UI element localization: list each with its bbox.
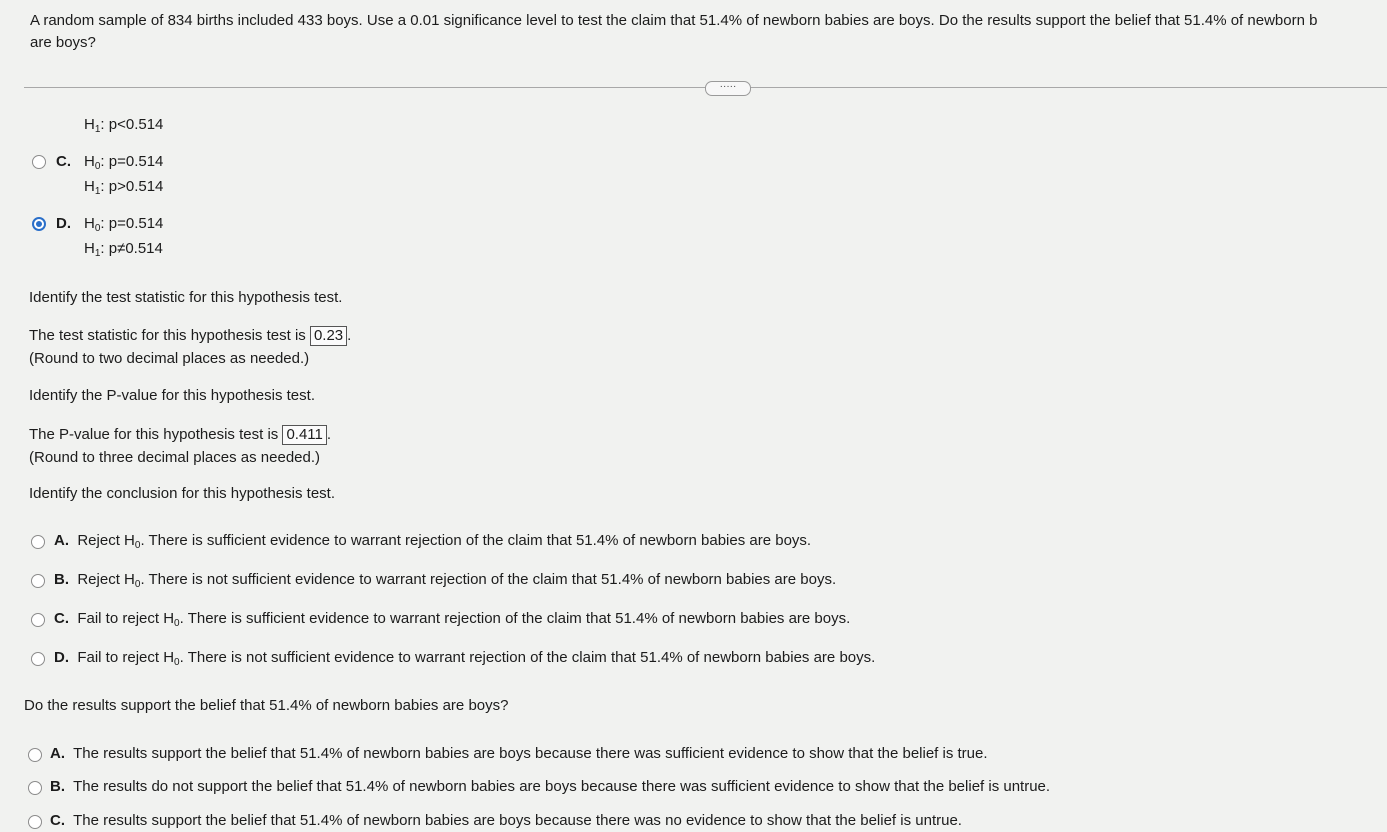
hypothesis-c-radio[interactable] [32,155,46,169]
support-option-b[interactable]: B. The results do not support the belief that 51.4% of newborn babies are boys because there was sufficient evidence to show that the belief is untrue. [50,778,1051,795]
conclusion-option-c[interactable]: C. Fail to reject $H_0$. There is sufficient evidence to warrant rejection of the claim that 51.4% of newborn babies are boys. [54,610,851,629]
support-option-c[interactable]: C. The results support the belief that 51.4% of newborn babies are boys because there was no evidence to show that the belief is untrue. [50,812,962,829]
p-value-round-note: (Round to three decimal places as needed.) [29,449,321,466]
p-value-answer-box[interactable]: 0.411 [282,425,326,445]
hypothesis-d-radio[interactable] [32,217,46,231]
conclusion-option-b[interactable]: B. Reject $H_0$. There is not sufficient evidence to warrant rejection of the claim that 51.4% of newborn babies are boys. [54,571,837,590]
test-statistic-answer-box[interactable]: 0.23 [310,326,347,346]
conclusion-prompt: Identify the conclusion for this hypothesis test. [29,485,335,502]
p-value-prompt: Identify the P-value for this hypothesis test. [29,387,315,404]
hypothesis-d-h1: $H_1$: p≠0.514 [84,240,163,259]
support-c-radio[interactable] [28,815,42,829]
more-options-button[interactable]: ····· [705,81,751,96]
question-text [30,10,1387,54]
hypothesis-c-h0: $H_0$: p=0.514 [84,153,164,172]
test-statistic-round-note: (Round to two decimal places as needed.) [29,350,310,367]
conclusion-option-a[interactable]: A. Reject $H_0$. There is sufficient evidence to warrant rejection of the claim that 51.4% of newborn babies are boys. [54,532,812,551]
hypothesis-d-h0: $H_0$: p=0.514 [84,215,164,234]
hypothesis-d-letter: D. [56,215,71,232]
conclusion-c-radio[interactable] [31,613,45,627]
question-line-1: A random sample of 834 births included 433 boys. Use a 0.01 significance level to test the claim that 51.4% of newborn babies are boys. Do the results support the belief that 51.4% of newborn b [30,12,1318,29]
question-line-2: are boys? [30,34,96,51]
conclusion-b-radio[interactable] [31,574,45,588]
support-prompt: Do the results support the belief that 51.4% of newborn babies are boys? [24,697,509,714]
conclusion-a-radio[interactable] [31,535,45,549]
option-b-h1: $H_1$: p<0.514 [84,116,164,135]
support-b-radio[interactable] [28,781,42,795]
conclusion-option-d[interactable]: D. Fail to reject $H_0$. There is not sufficient evidence to warrant rejection of the claim that 51.4% of newborn babies are boys. [54,649,876,668]
test-statistic-prompt: Identify the test statistic for this hypothesis test. [29,289,343,306]
hypothesis-c-letter: C. [56,153,71,170]
conclusion-d-radio[interactable] [31,652,45,666]
support-option-a[interactable]: A. The results support the belief that 51.4% of newborn babies are boys because there was sufficient evidence to show that the belief is true. [50,745,988,762]
hypothesis-c-h1: $H_1$: p>0.514 [84,178,164,197]
support-a-radio[interactable] [28,748,42,762]
p-value-line: The P-value for this hypothesis test is 0.411 . [29,426,332,443]
test-statistic-line: The test statistic for this hypothesis test is 0.23 . [29,327,352,344]
